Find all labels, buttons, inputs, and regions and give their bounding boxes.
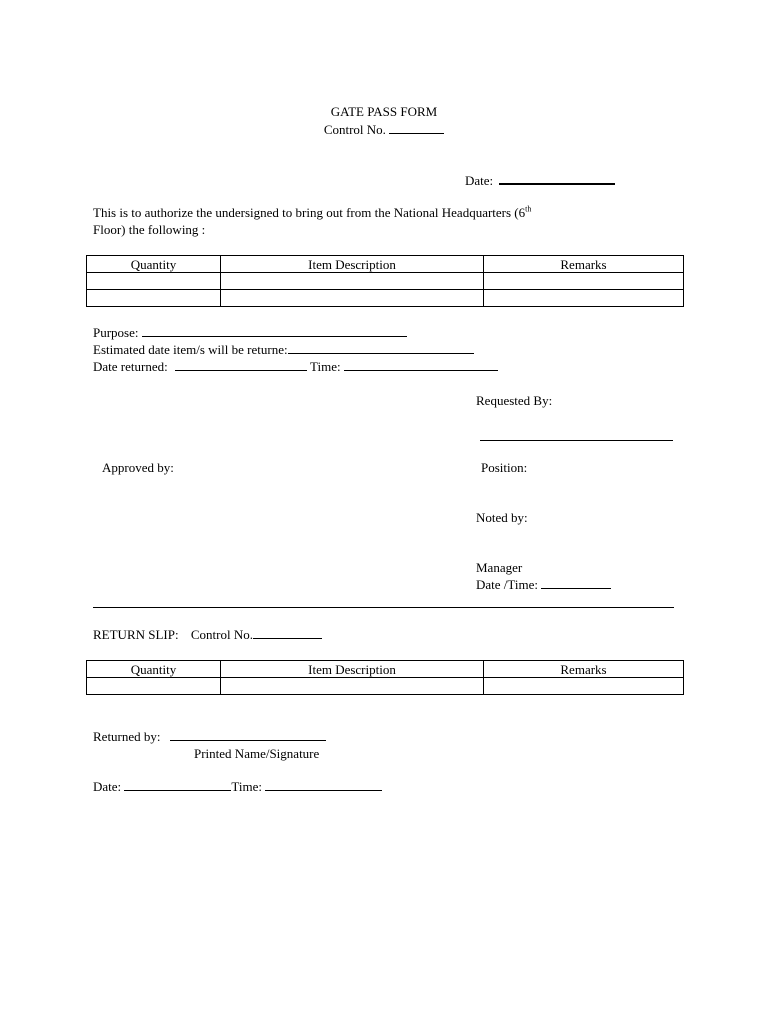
return-time-label: Time:	[231, 779, 262, 794]
item-description-cell[interactable]	[221, 290, 484, 307]
date-time-label: Date /Time:	[476, 577, 538, 592]
date-returned-row	[93, 359, 498, 376]
return-date-field[interactable]	[124, 779, 231, 791]
date-field[interactable]	[499, 172, 615, 185]
estimated-date-label: Estimated date item/s will be returne:	[93, 342, 288, 357]
approved-by-label: Approved by:	[102, 460, 174, 475]
table-header-row	[87, 256, 684, 273]
control-number-row	[0, 122, 768, 139]
table-row	[87, 273, 684, 290]
date-time-field[interactable]	[541, 577, 611, 589]
table-header-row	[87, 661, 684, 678]
item-description-cell[interactable]	[221, 273, 484, 290]
returned-by-row	[93, 729, 326, 746]
quantity-cell[interactable]	[87, 290, 221, 307]
table-row	[87, 678, 684, 695]
section-divider	[93, 607, 674, 608]
intro-text-continued: Floor) the following :	[93, 221, 206, 237]
return-slip-title: RETURN SLIP:	[93, 627, 179, 642]
header-remarks: Remarks	[484, 256, 684, 273]
intro-text: This is to authorize the undersigned to bring out from the National Headquarters (6	[93, 205, 526, 220]
items-table	[86, 255, 684, 307]
header-quantity: Quantity	[87, 256, 221, 273]
return-control-label: Control No.	[190, 627, 253, 642]
form-title: GATE PASS FORM	[330, 104, 438, 119]
authorization-paragraph	[93, 205, 674, 239]
return-time-field[interactable]	[265, 779, 382, 791]
intro-superscript: th	[525, 204, 532, 214]
remarks-cell[interactable]	[484, 290, 684, 307]
noted-by-label: Noted by:	[476, 510, 528, 525]
time-field[interactable]	[344, 359, 498, 371]
date-returned-field[interactable]	[175, 359, 307, 371]
control-number-field[interactable]	[389, 122, 444, 134]
return-control-field[interactable]	[253, 627, 322, 639]
position-label: Position:	[481, 460, 528, 475]
header-item-description: Item Description	[221, 661, 484, 678]
requested-by-label: Requested By:	[476, 393, 553, 408]
control-number-label: Control No.	[323, 122, 386, 137]
date-row	[465, 172, 615, 190]
time-label: Time:	[309, 359, 341, 374]
header-remarks: Remarks	[484, 661, 684, 678]
estimated-date-row	[93, 342, 474, 359]
return-slip-header	[93, 627, 322, 644]
date-label: Date:	[465, 173, 494, 188]
date-time-row	[476, 577, 611, 594]
return-date-label: Date:	[93, 779, 122, 794]
return-items-table	[86, 660, 684, 695]
remarks-cell[interactable]	[484, 273, 684, 290]
remarks-cell[interactable]	[484, 678, 684, 695]
header-quantity: Quantity	[87, 661, 221, 678]
manager-label: Manager	[476, 560, 523, 575]
header-item-description: Item Description	[221, 256, 484, 273]
purpose-field[interactable]	[142, 325, 407, 337]
return-date-time-row	[93, 779, 382, 796]
item-description-cell[interactable]	[221, 678, 484, 695]
quantity-cell[interactable]	[87, 273, 221, 290]
purpose-row	[93, 325, 407, 342]
requested-by-signature-line[interactable]	[480, 440, 673, 441]
printed-name-caption: Printed Name/Signature	[194, 746, 320, 761]
quantity-cell[interactable]	[87, 678, 221, 695]
table-row	[87, 290, 684, 307]
returned-by-field[interactable]	[170, 729, 326, 741]
purpose-label: Purpose:	[93, 325, 139, 340]
date-returned-label: Date returned:	[93, 359, 168, 374]
estimated-date-field[interactable]	[288, 342, 474, 354]
returned-by-label: Returned by:	[93, 729, 161, 744]
